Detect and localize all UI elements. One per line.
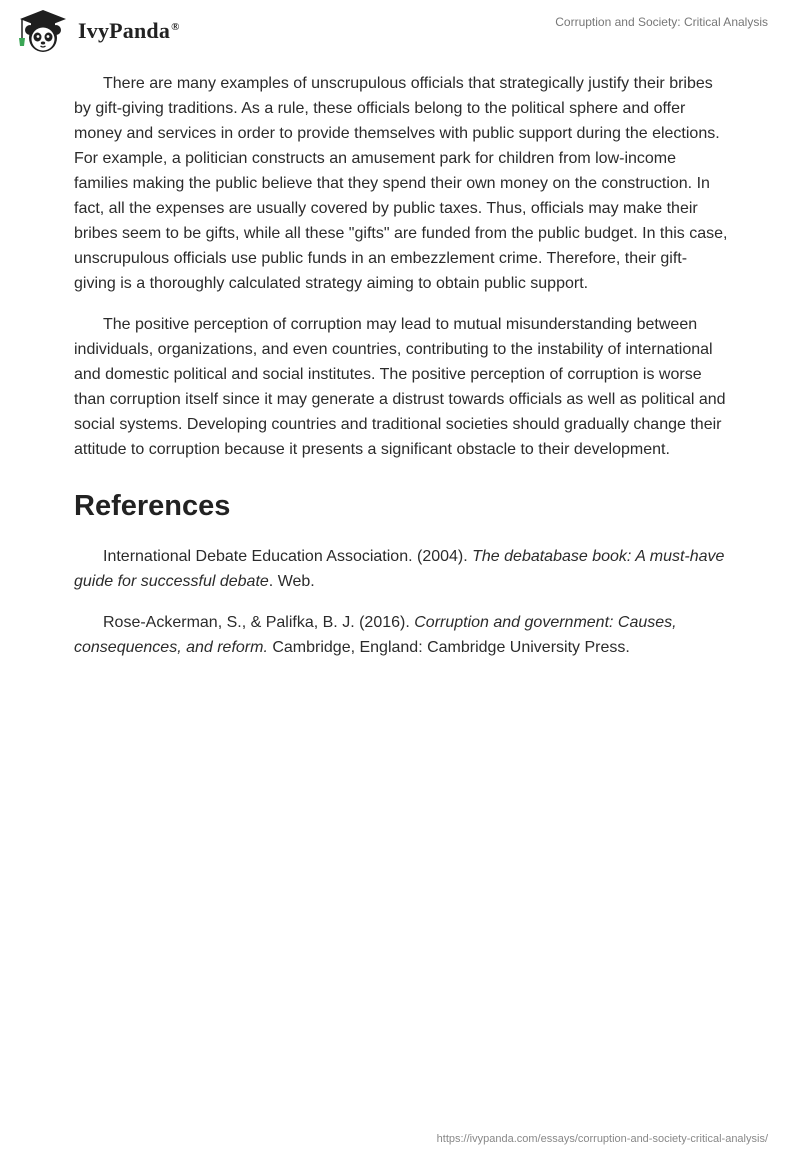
brand-name: IvyPanda® [78, 18, 180, 43]
body-paragraph: The positive perception of corruption may lead to mutual misunderstanding between individuals, organizations, and even countries, contributing to the instability of international and domestic political and social institutes. The positive perception of corruption is worse than corruption itself since it may generate a distrust towards officials as well as political and social systems. Developing countries and traditional societies should gradually change their attitude to corruption because it presents a significant obstacle to their development. [74, 316, 726, 458]
references-heading: References [74, 490, 231, 522]
document-title: Corruption and Society: Critical Analysis [555, 15, 768, 29]
reference-item: International Debate Education Association. (2004). The debatabase book: A must-have guide for successful debate. Web. [74, 548, 725, 590]
reference-item: Rose-Ackerman, S., & Palifka, B. J. (2016). Corruption and government: Causes, consequences, and reform. Cambridge, England: Cambridge University Press. [74, 614, 677, 656]
page-header [0, 0, 800, 60]
ivypanda-logo[interactable] [14, 8, 180, 54]
reference-title: Corruption and government: Causes, consequences, and reform. [74, 614, 677, 656]
body-paragraph: There are many examples of unscrupulous officials that strategically justify their bribes by gift-giving traditions. As a rule, these officials belong to the political sphere and offer money and services in order to provide themselves with public support during the elections. For example, a politician constructs an amusement park for children from low-income families making the public believe that they spend their own money on the construction. In fact, all the expenses are usually covered by public taxes. Thus, officials may make their bribes seem to be gifts, while all these "gifts" are funded from the public budget. In this case, unscrupulous officials use public funds in an embezzlement crime. Therefore, their gift-giving is a thoroughly calculated strategy aiming to obtain public support. [74, 75, 728, 292]
footer-url-link[interactable]: https://ivypanda.com/essays/corruption-and-society-critical-analysis/ [436, 1133, 768, 1145]
reference-title: The debatabase book: A must-have guide for successful debate [74, 548, 725, 590]
panda-graduate-icon [14, 8, 72, 54]
essay-content [74, 71, 728, 676]
